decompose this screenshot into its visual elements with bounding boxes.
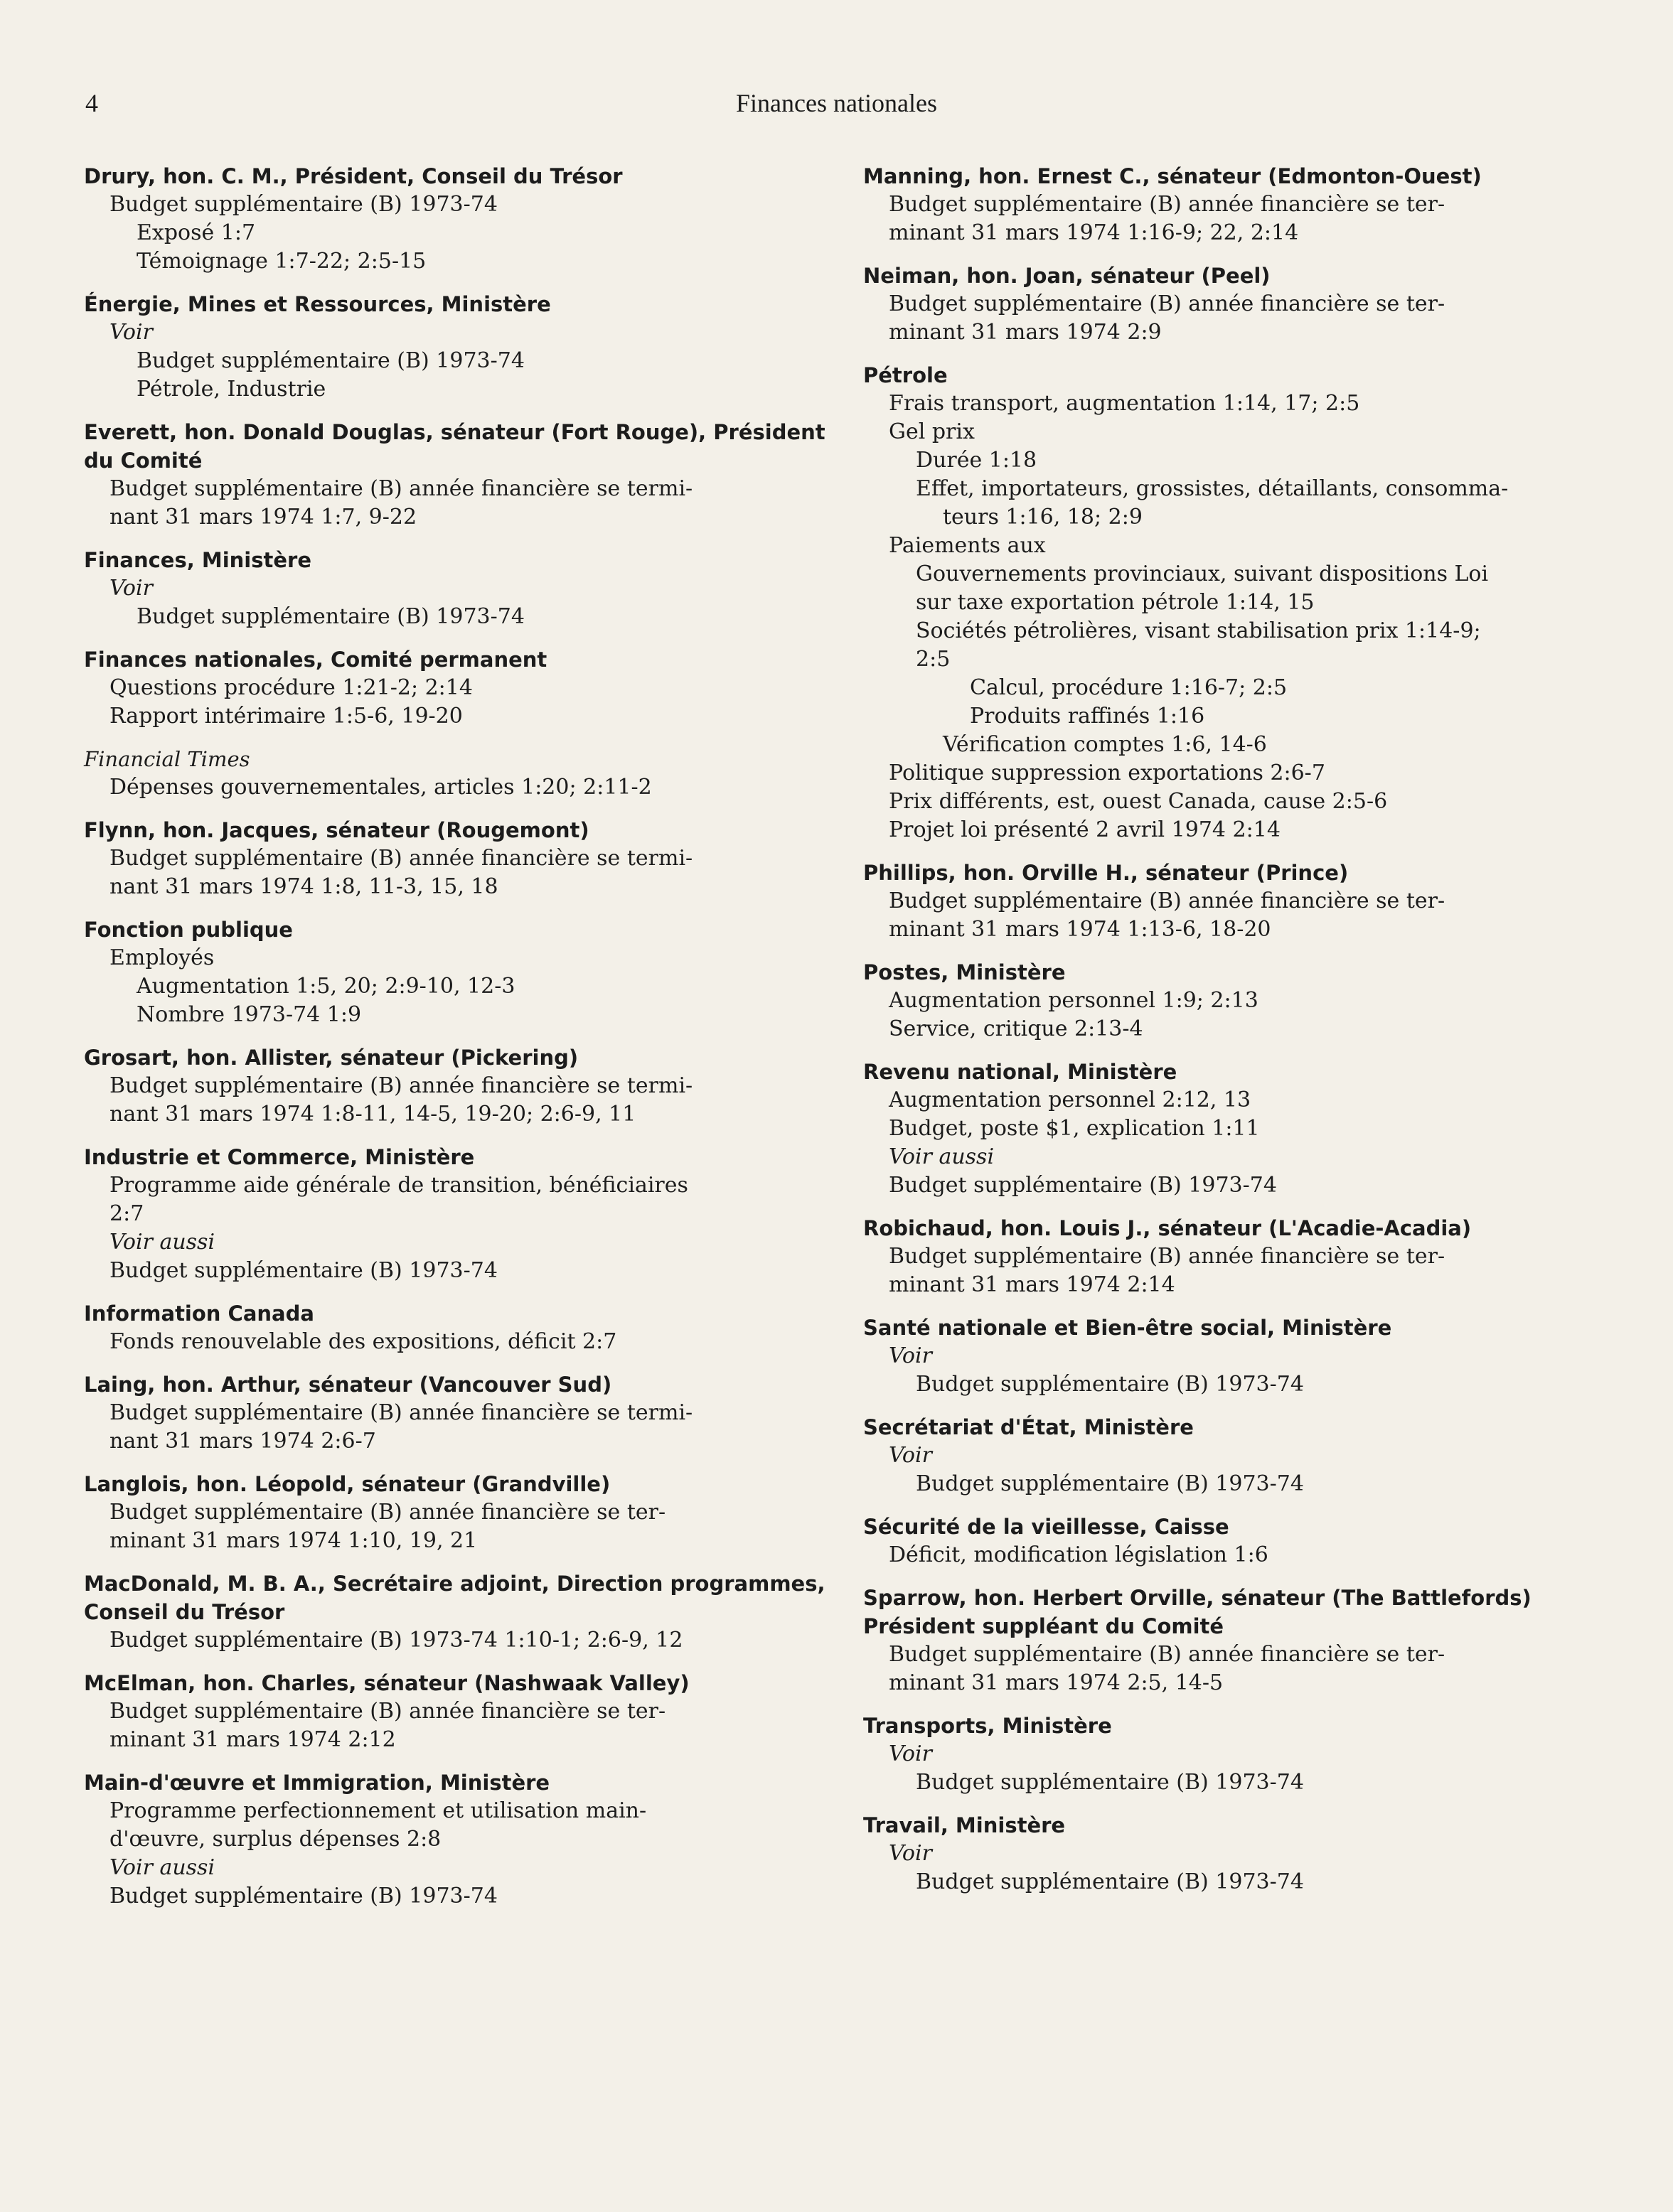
index-subentry: Service, critique 2:13-4: [889, 1016, 1143, 1041]
index-entry: [863, 859, 1603, 944]
index-subentry: Budget supplémentaire (B) année financière se ter-: [889, 1244, 1445, 1269]
index-subentry: Exposé 1:7: [137, 220, 256, 245]
index-entry-heading: Transports, Ministère: [863, 1714, 1112, 1738]
index-entry: [84, 1470, 830, 1555]
index-entry: [863, 1712, 1603, 1797]
index-entry: [863, 958, 1603, 1043]
index-entry: [863, 1413, 1603, 1498]
index-entry-heading: Everett, hon. Donald Douglas, sénateur (Fort Rouge), Président du Comité: [84, 420, 825, 473]
index-entry: [863, 162, 1603, 247]
index-entry-heading: Langlois, hon. Léopold, sénateur (Grandville): [84, 1472, 611, 1496]
index-entry-heading: Secrétariat d'État, Ministère: [863, 1415, 1194, 1439]
index-entry-heading: Fonction publique: [84, 918, 293, 942]
index-subentry: Budget supplémentaire (B) 1973-74: [916, 1869, 1304, 1894]
index-subentry: nant 31 mars 1974 1:8-11, 14-5, 19-20; 2:6-9, 11: [109, 1102, 636, 1127]
index-subentry: Augmentation personnel 1:9; 2:13: [889, 988, 1258, 1013]
index-subentry: Budget supplémentaire (B) année financière se ter-: [109, 1699, 666, 1724]
index-column-left: [84, 162, 830, 1925]
index-subentry: 2:7: [109, 1201, 144, 1226]
index-subentry: Voir: [889, 1343, 932, 1368]
index-entry-heading: Robichaud, hon. Louis J., sénateur (L'Acadie-Acadia): [863, 1216, 1472, 1240]
page-title: Finances nationales: [736, 89, 937, 117]
index-subentry: Budget supplémentaire (B) année financière se ter-: [889, 1642, 1445, 1667]
index-entry-heading: Sécurité de la vieillesse, Caisse: [863, 1515, 1229, 1539]
index-subentry: Budget supplémentaire (B) 1973-74: [109, 1258, 498, 1283]
index-subentry: Augmentation 1:5, 20; 2:9-10, 12-3: [137, 974, 515, 999]
index-subentry: Budget supplémentaire (B) année financière se ter-: [889, 291, 1445, 316]
index-entry: [84, 1669, 830, 1754]
page-number: 4: [85, 89, 98, 117]
index-subentry: Budget supplémentaire (B) 1973-74: [137, 348, 525, 373]
index-subentry: Déficit, modification législation 1:6: [889, 1542, 1268, 1567]
index-entry-heading: Manning, hon. Ernest C., sénateur (Edmonton-Ouest): [863, 164, 1482, 188]
index-subentry: Programme aide générale de transition, bénéficiaires: [109, 1173, 688, 1198]
index-entry: [84, 290, 830, 404]
index-entry: [863, 1584, 1603, 1697]
index-entry-heading: Finances nationales, Comité permanent: [84, 648, 547, 672]
index-entry: [84, 418, 830, 532]
index-entry: [84, 546, 830, 631]
index-entry: [863, 262, 1603, 347]
index-entry: [84, 816, 830, 901]
index-entry-heading: Grosart, hon. Allister, sénateur (Pickering): [84, 1046, 579, 1070]
index-entry-heading: Revenu national, Ministère: [863, 1060, 1177, 1084]
index-entry-heading: Industrie et Commerce, Ministère: [84, 1145, 475, 1169]
index-entry-heading: Laing, hon. Arthur, sénateur (Vancouver Sud): [84, 1373, 612, 1397]
index-subentry: Budget supplémentaire (B) 1973-74: [916, 1372, 1304, 1397]
index-entry-heading: Sparrow, hon. Herbert Orville, sénateur (The Battlefords) Président suppléant du Comité: [863, 1586, 1532, 1638]
index-subentry: Budget supplémentaire (B) 1973-74 1:10-1; 2:6-9, 12: [109, 1628, 683, 1653]
index-entry: [84, 1370, 830, 1456]
index-subentry: Pétrole, Industrie: [137, 377, 326, 402]
index-subentry: teurs 1:16, 18; 2:9: [943, 505, 1143, 530]
index-subentry: Sociétés pétrolières, visant stabilisation prix 1:14-9;: [916, 618, 1481, 643]
index-subentry: Voir aussi: [109, 1230, 215, 1255]
index-entry: [863, 1513, 1603, 1569]
index-subentry: Budget supplémentaire (B) 1973-74: [916, 1471, 1304, 1496]
index-entry-heading: Finances, Ministère: [84, 548, 311, 572]
index-entry-heading: Financial Times: [84, 747, 250, 771]
index-entry: [863, 361, 1603, 844]
index-entry: [84, 162, 830, 276]
index-subentry: Produits raffinés 1:16: [970, 704, 1205, 729]
index-subentry: Budget supplémentaire (B) année financière se termi-: [109, 1073, 693, 1098]
index-entry-heading: Information Canada: [84, 1301, 314, 1326]
index-subentry: Politique suppression exportations 2:6-7: [889, 761, 1325, 785]
index-column-right: [863, 162, 1603, 1911]
index-subentry: Prix différents, est, ouest Canada, cause 2:5-6: [889, 789, 1388, 814]
index-subentry: Témoignage 1:7-22; 2:5-15: [137, 249, 427, 274]
index-entry-heading: Main-d'œuvre et Immigration, Ministère: [84, 1771, 550, 1795]
index-entry-heading: Neiman, hon. Joan, sénateur (Peel): [863, 264, 1271, 288]
index-subentry: Budget supplémentaire (B) année financière se ter-: [889, 192, 1445, 217]
index-subentry: Voir: [889, 1443, 932, 1468]
index-entry-heading: Santé nationale et Bien-être social, Ministère: [863, 1316, 1392, 1340]
index-entry: [84, 1299, 830, 1356]
index-subentry: Calcul, procédure 1:16-7; 2:5: [970, 675, 1288, 700]
index-subentry: Budget supplémentaire (B) année financière se termi-: [109, 846, 693, 871]
index-entry-heading: Phillips, hon. Orville H., sénateur (Prince): [863, 861, 1349, 885]
index-entry-heading: Travail, Ministère: [863, 1813, 1066, 1837]
index-entry-heading: Pétrole: [863, 363, 948, 387]
index-subentry: Frais transport, augmentation 1:14, 17; 2:5: [889, 391, 1360, 416]
index-subentry: Augmentation personnel 2:12, 13: [889, 1088, 1251, 1112]
index-subentry: minant 31 mars 1974 2:5, 14-5: [889, 1670, 1224, 1695]
index-subentry: Budget supplémentaire (B) année financière se termi-: [109, 476, 693, 501]
index-entry-heading: Flynn, hon. Jacques, sénateur (Rougemont): [84, 818, 589, 842]
index-subentry: minant 31 mars 1974 2:12: [109, 1727, 396, 1752]
index-subentry: Questions procédure 1:21-2; 2:14: [109, 675, 473, 700]
index-subentry: Employés: [109, 945, 215, 970]
index-subentry: Paiements aux: [889, 533, 1046, 558]
index-subentry: d'œuvre, surplus dépenses 2:8: [109, 1827, 442, 1852]
index-subentry: Budget supplémentaire (B) 1973-74: [109, 1884, 498, 1908]
index-subentry: Budget, poste $1, explication 1:11: [889, 1116, 1260, 1141]
index-entry-heading: Énergie, Mines et Ressources, Ministère: [84, 292, 551, 316]
index-entry-heading: MacDonald, M. B. A., Secrétaire adjoint, Direction programmes, Conseil du Trésor: [84, 1572, 825, 1624]
index-subentry: Gel prix: [889, 419, 975, 444]
index-subentry: Gouvernements provinciaux, suivant dispositions Loi: [916, 562, 1489, 586]
index-entry: [863, 1058, 1603, 1200]
index-subentry: Fonds renouvelable des expositions, déficit 2:7: [109, 1329, 617, 1354]
index-subentry: Voir: [109, 576, 153, 601]
index-subentry: Voir: [109, 320, 153, 345]
index-subentry: Vérification comptes 1:6, 14-6: [943, 732, 1267, 757]
index-entry-heading: McElman, hon. Charles, sénateur (Nashwaak Valley): [84, 1671, 690, 1695]
index-subentry: Rapport intérimaire 1:5-6, 19-20: [109, 704, 463, 729]
index-entry: [84, 745, 830, 802]
index-entry-heading: Drury, hon. C. M., Président, Conseil du Trésor: [84, 164, 623, 188]
index-subentry: Projet loi présenté 2 avril 1974 2:14: [889, 817, 1281, 842]
index-subentry: minant 31 mars 1974 1:16-9; 22, 2:14: [889, 220, 1299, 245]
index-subentry: Budget supplémentaire (B) 1973-74: [137, 604, 525, 629]
index-subentry: nant 31 mars 1974 2:6-7: [109, 1429, 376, 1454]
index-subentry: Durée 1:18: [916, 448, 1037, 473]
index-entry: [84, 1143, 830, 1285]
index-entry: [84, 1768, 830, 1911]
index-entry: [84, 1569, 830, 1655]
index-entry: [84, 1043, 830, 1129]
index-subentry: minant 31 mars 1974 2:9: [889, 320, 1162, 345]
index-subentry: Budget supplémentaire (B) année financière se ter-: [109, 1500, 666, 1525]
index-subentry: sur taxe exportation pétrole 1:14, 15: [916, 590, 1315, 615]
index-subentry: Budget supplémentaire (B) 1973-74: [109, 192, 498, 217]
index-subentry: Budget supplémentaire (B) année financière se termi-: [109, 1400, 693, 1425]
index-entry-heading: Postes, Ministère: [863, 960, 1066, 984]
index-subentry: minant 31 mars 1974 1:13-6, 18-20: [889, 917, 1271, 942]
index-entry: [84, 916, 830, 1029]
index-entry: [863, 1811, 1603, 1896]
index-subentry: Voir: [889, 1841, 932, 1866]
index-subentry: Voir aussi: [889, 1144, 995, 1169]
index-subentry: minant 31 mars 1974 2:14: [889, 1272, 1175, 1297]
index-subentry: Budget supplémentaire (B) 1973-74: [889, 1173, 1277, 1198]
index-subentry: Voir: [889, 1741, 932, 1766]
index-subentry: 2:5: [916, 647, 951, 672]
index-entry: [863, 1314, 1603, 1399]
index-entry: [84, 645, 830, 731]
index-subentry: minant 31 mars 1974 1:10, 19, 21: [109, 1528, 478, 1553]
index-subentry: Voir aussi: [109, 1855, 215, 1880]
index-subentry: Budget supplémentaire (B) année financière se ter-: [889, 888, 1445, 913]
index-subentry: Budget supplémentaire (B) 1973-74: [916, 1770, 1304, 1795]
index-subentry: Nombre 1973-74 1:9: [137, 1002, 362, 1027]
index-subentry: nant 31 mars 1974 1:8, 11-3, 15, 18: [109, 874, 498, 899]
index-subentry: Programme perfectionnement et utilisation main-: [109, 1798, 647, 1823]
index-subentry: nant 31 mars 1974 1:7, 9-22: [109, 505, 417, 530]
index-subentry: Effet, importateurs, grossistes, détaillants, consomma-: [916, 476, 1509, 501]
index-entry: [863, 1214, 1603, 1299]
index-subentry: Dépenses gouvernementales, articles 1:20; 2:11-2: [109, 775, 652, 800]
